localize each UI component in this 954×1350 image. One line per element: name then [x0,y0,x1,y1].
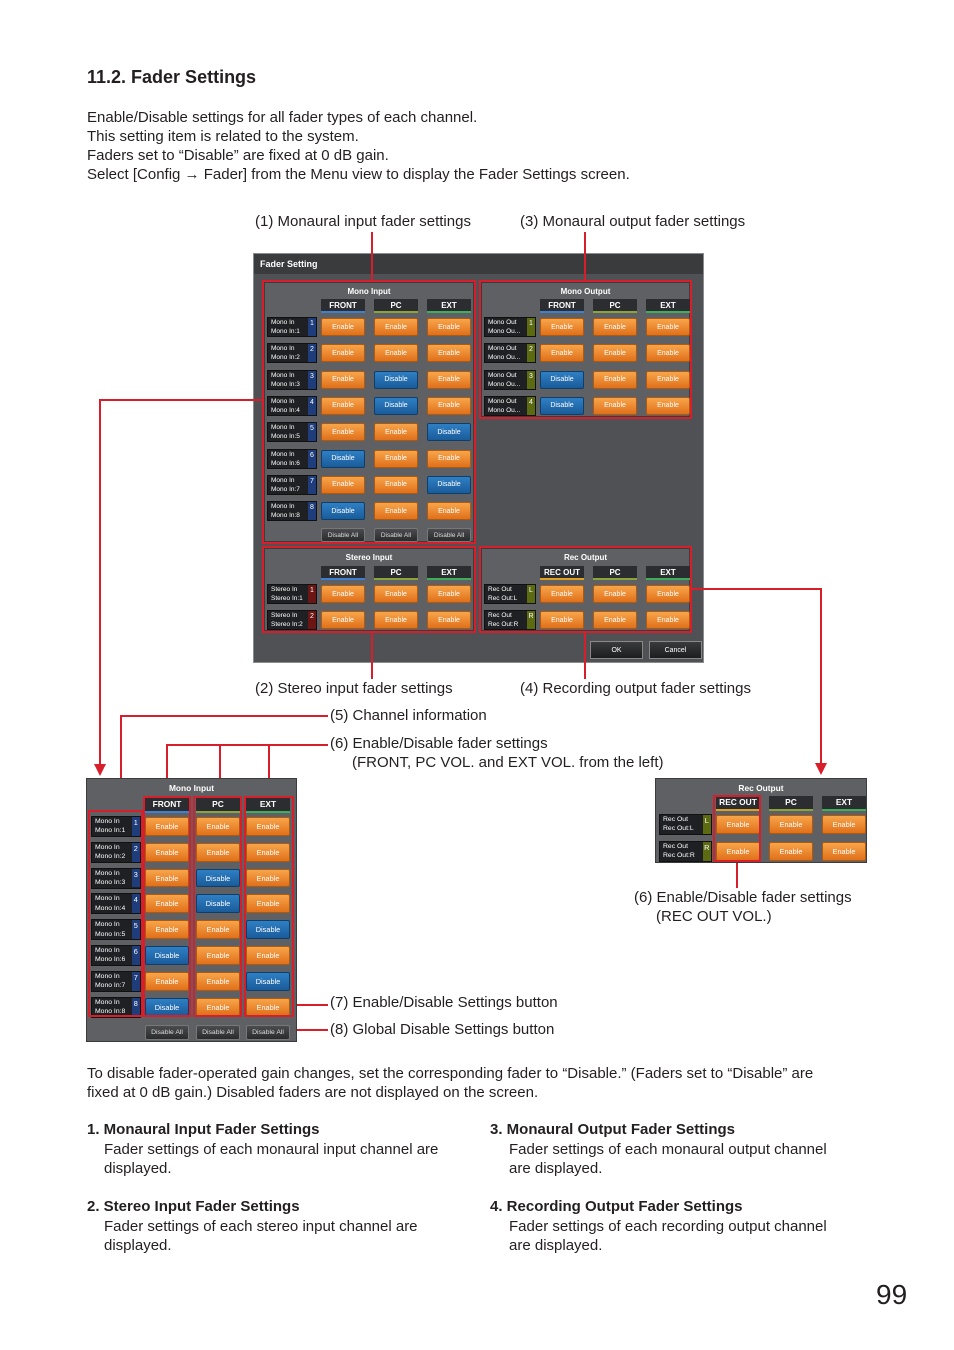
callout-6a: (6) Enable/Disable fader settings [330,735,548,752]
zoom-rec-output-header-rec-out: REC OUT [716,796,760,811]
stereo-input-section-ext-toggle-2[interactable]: Enable [427,611,471,629]
callout-5: (5) Channel information [330,707,487,724]
rec-output-section-title: Rec Output [563,553,608,562]
zoom-highlight-rec-out [713,795,761,862]
channel-name: Mono In [271,424,295,432]
channel-name: Stereo In [271,612,298,620]
mono-input-section-disable-all-front[interactable]: Disable All [321,528,365,542]
channel-sub: Mono In:4 [271,406,300,414]
channel-number: 4 [132,894,140,913]
stereo-input-section-front-toggle-1[interactable]: Enable [321,585,365,603]
channel-sub: Stereo In:2 [271,621,303,629]
channel-number: 2 [308,344,316,362]
mono-input-section [264,282,474,542]
channel-sub: Mono Ou... [488,328,521,335]
ok-button[interactable]: OK [590,641,643,659]
zoom-highlight-front [143,796,191,1017]
body-line-2: fixed at 0 dB gain.) Disabled faders are not displayed on the screen. [87,1084,539,1101]
callout-6b: (FRONT, PC VOL. and EXT VOL. from the left) [352,754,664,771]
mono-output-section-ext-toggle-4[interactable]: Enable [646,397,690,415]
zoom-mono-input-disable-all-pc[interactable]: Disable All [196,1025,240,1040]
list-4-line-1: Fader settings of each recording output channel [509,1218,827,1235]
zoom-rec-output-ext-toggle-1[interactable]: Enable [822,815,866,834]
mono-input-section-front-toggle-3[interactable]: Enable [321,371,365,389]
mono-input-section-ext-toggle-1[interactable]: Enable [427,318,471,336]
zoom-mono-input-ext-toggle-3[interactable]: Enable [246,869,290,888]
channel-sub: Rec Out:R [663,852,695,860]
channel-number: 1 [527,318,535,336]
channel-name: Mono In [95,921,120,929]
stereo-input-section-channel-2 [267,610,317,630]
page-number: 99 [876,1279,908,1310]
zoom-mono-input-ext-toggle-6[interactable]: Enable [246,946,290,965]
channel-sub: Mono In:7 [95,982,126,990]
zoom-mono-input-front-toggle-6[interactable]: Disable [145,946,189,965]
mono-input-section-channel-7 [267,475,317,495]
leader-zoom-mono-h [99,399,264,401]
zoom-mono-input-title: Mono Input [168,783,215,793]
rec-output-section-rec-out-toggle-1[interactable]: Enable [540,585,584,603]
channel-sub: Mono In:1 [271,328,300,335]
channel-sub: Mono Ou... [488,354,521,362]
leader-zoom-mono-v [99,399,101,765]
channel-name: Mono Out [488,371,517,379]
mono-input-section-disable-all-ext[interactable]: Disable All [427,528,471,542]
zoom-mono-input-header-pc: PC [196,798,240,813]
channel-name: Mono In [95,895,120,903]
channel-sub: Mono In:6 [271,459,300,467]
cancel-button[interactable]: Cancel [649,641,702,659]
list-3-line-1: Fader settings of each monaural output channel [509,1141,827,1158]
mono-input-section-pc-toggle-3[interactable]: Disable [374,371,418,389]
stereo-input-section-header-pc: PC [374,566,418,580]
rec-output-section-pc-toggle-2[interactable]: Enable [593,611,637,629]
zoom-mono-input-front-toggle-4[interactable]: Enable [145,894,189,913]
channel-number: 3 [527,371,535,389]
leader-zoom-rec-v [820,588,822,764]
mono-input-section-channel-6 [267,449,317,469]
list-3-line-2: are displayed. [509,1160,603,1177]
mono-output-section-front-toggle-3[interactable]: Disable [540,371,584,389]
mono-input-section-channel-3 [267,370,317,390]
mono-output-section-pc-toggle-2[interactable]: Enable [593,344,637,362]
channel-name: Rec Out [663,843,688,850]
mono-output-section-header-ext: EXT [646,299,690,313]
callout-1: (1) Monaural input fader settings [255,213,471,230]
rec-output-section-channel-2 [484,610,536,630]
channel-number: 3 [308,371,316,389]
channel-number: L [703,815,711,834]
leader-2 [371,631,373,679]
channel-name: Rec Out [663,816,688,823]
stereo-input-section-title: Stereo Input [345,553,393,562]
channel-name: Mono In [95,869,120,877]
mono-output-section-channel-1 [484,317,536,337]
mono-input-section-pc-toggle-1[interactable]: Enable [374,318,418,336]
channel-sub: Rec Out:R [488,621,519,629]
rec-output-section-channel-1 [484,584,536,604]
channel-name: Mono In [271,371,295,379]
channel-number: 2 [527,344,535,362]
body-line-1: To disable fader-operated gain changes, set the corresponding fader to “Disable.” (Faders set to “Disable” are [87,1065,814,1082]
mono-output-section-ext-toggle-3[interactable]: Enable [646,371,690,389]
channel-name: Mono In [271,503,295,511]
rec-output-section-pc-toggle-1[interactable]: Enable [593,585,637,603]
rec-output-section-header-rec-out: REC OUT [540,566,584,580]
channel-name: Mono In [95,998,120,1006]
zoom-mono-input-pc-toggle-4[interactable]: Disable [196,894,240,913]
channel-sub: Mono In:5 [95,930,126,938]
rec-output-section-header-ext: EXT [646,566,690,580]
channel-sub: Mono In:5 [271,433,300,441]
channel-name: Mono In [95,972,120,980]
zoom-mono-input-disable-all-ext[interactable]: Disable All [246,1025,290,1040]
channel-number: 8 [308,502,316,520]
zoom-mono-input-front-toggle-8[interactable]: Disable [145,998,189,1017]
mono-output-section-front-toggle-2[interactable]: Enable [540,344,584,362]
channel-number: 5 [308,423,316,441]
mono-input-section-header-front: FRONT [321,299,365,313]
zoom-rec-output-ext-toggle-2[interactable]: Enable [822,842,866,861]
channel-number: 1 [132,817,140,836]
zoom-mono-input-pc-toggle-8[interactable]: Enable [196,998,240,1017]
mono-input-section-pc-toggle-7[interactable]: Enable [374,476,418,494]
rec-output-section-ext-toggle-2[interactable]: Enable [646,611,690,629]
channel-number: 8 [132,998,140,1017]
mono-input-section-channel-8 [267,501,317,521]
mono-output-section-channel-2 [484,343,536,363]
mono-input-section-front-toggle-2[interactable]: Enable [321,344,365,362]
channel-name: Mono In [271,476,295,484]
channel-sub: Mono In:8 [95,1008,126,1016]
list-1-title: 1. Monaural Input Fader Settings [87,1121,320,1138]
channel-name: Mono In [271,345,295,353]
channel-sub: Mono In:8 [271,512,300,520]
mono-input-section-front-toggle-5[interactable]: Enable [321,423,365,441]
zoom-highlight-pc [193,796,242,1017]
mono-input-section-channel-1 [267,317,317,337]
channel-number: 7 [308,476,316,494]
list-1-line-1: Fader settings of each monaural input channel are [104,1141,439,1158]
section-heading: 11.2. Fader Settings [87,67,257,87]
channel-sub: Mono In:2 [95,853,126,861]
leader-3 [584,232,586,282]
mono-output-section-ext-toggle-1[interactable]: Enable [646,318,690,336]
zoom-mono-input-pc-toggle-3[interactable]: Disable [196,869,240,888]
callout-8: (8) Global Disable Settings button [330,1021,555,1038]
channel-name: Mono In [271,450,295,458]
callout-3: (3) Monaural output fader settings [520,213,746,230]
channel-number: 2 [132,843,140,862]
channel-name: Rec Out [488,612,512,620]
mono-input-section-ext-toggle-2[interactable]: Enable [427,344,471,362]
channel-name: Mono In [271,397,295,405]
channel-number: L [527,585,535,603]
zoom-mono-input-ext-toggle-2[interactable]: Enable [246,843,290,862]
rec-output-section-ext-toggle-1[interactable]: Enable [646,585,690,603]
mono-input-section-front-toggle-6[interactable]: Disable [321,450,365,468]
zoom-rec-output-rec-out-toggle-1[interactable]: Enable [716,815,760,834]
callout-6c: (6) Enable/Disable fader settings [634,889,852,906]
zoom-mono-input-front-toggle-1[interactable]: Enable [145,817,189,836]
zoom-highlight-ext [244,796,294,1017]
channel-name: Mono In [95,818,120,825]
intro-line-2: This setting item is related to the system. [87,128,359,145]
zoom-rec-output-rec-out-toggle-2[interactable]: Enable [716,842,760,861]
leader-zoom-rec-h [690,588,822,590]
leader-4 [584,631,586,679]
channel-name: Mono In [271,319,295,326]
channel-sub: Mono In:2 [271,354,300,362]
mono-input-section-pc-toggle-5[interactable]: Enable [374,423,418,441]
zoom-highlight-channels [88,810,143,1017]
mono-output-section-channel-3 [484,370,536,390]
channel-sub: Mono Ou... [488,380,521,388]
zoom-rec-output-title: Rec Output [738,783,784,793]
mono-output-section-pc-toggle-4[interactable]: Enable [593,397,637,415]
zoom-mono-input-front-toggle-5[interactable]: Enable [145,920,189,939]
leader-1 [371,232,373,282]
zoom-mono-input-front-toggle-7[interactable]: Enable [145,972,189,991]
mono-input-section-channel-5 [267,422,317,442]
channel-sub: Rec Out:L [663,825,694,833]
list-4-line-2: are displayed. [509,1237,603,1254]
mono-input-section-front-toggle-1[interactable]: Enable [321,318,365,336]
channel-number: 6 [308,450,316,468]
mono-input-section-header-ext: EXT [427,299,471,313]
mono-input-section-ext-toggle-7[interactable]: Disable [427,476,471,494]
mono-input-section-ext-toggle-4[interactable]: Enable [427,397,471,415]
channel-number: 3 [132,869,140,888]
list-2-title: 2. Stereo Input Fader Settings [87,1198,300,1215]
stereo-input-section [264,548,474,631]
channel-name: Mono Out [488,345,517,353]
zoom-mono-input-front-toggle-2[interactable]: Enable [145,843,189,862]
channel-sub: Rec Out:L [488,595,518,602]
zoom-mono-input-ext-toggle-5[interactable]: Disable [246,920,290,939]
zoom-mono-input-ext-toggle-8[interactable]: Enable [246,998,290,1017]
mono-input-section-channel-4 [267,396,317,416]
channel-number: 5 [132,920,140,939]
mono-input-section-pc-toggle-4[interactable]: Disable [374,397,418,415]
channel-name: Rec Out [488,586,512,593]
mono-input-section-pc-toggle-6[interactable]: Enable [374,450,418,468]
stereo-input-section-header-ext: EXT [427,566,471,580]
zoom-mono-input-pc-toggle-7[interactable]: Enable [196,972,240,991]
intro-line-4: Select [Config → Fader] from the Menu view to display the Fader Settings screen. [87,166,630,183]
mono-output-section-header-pc: PC [593,299,637,313]
stereo-input-section-header-front: FRONT [321,566,365,580]
channel-sub: Mono Ou... [488,406,521,414]
mono-output-section-pc-toggle-3[interactable]: Enable [593,371,637,389]
list-1-line-2: displayed. [104,1160,172,1177]
zoom-rec-output-channel-2 [659,841,712,862]
channel-sub: Mono In:4 [95,904,126,912]
channel-name: Mono In [95,843,120,851]
channel-sub: Mono In:1 [95,827,126,835]
leader-6-h [166,744,328,746]
zoom-mono-input-pc-toggle-6[interactable]: Enable [196,946,240,965]
mono-output-section-pc-toggle-1[interactable]: Enable [593,318,637,336]
mono-input-section-front-toggle-8[interactable]: Disable [321,502,365,520]
mono-input-section-ext-toggle-5[interactable]: Disable [427,423,471,441]
list-3-title: 3. Monaural Output Fader Settings [490,1121,736,1138]
zoom-mono-input-pc-toggle-2[interactable]: Enable [196,843,240,862]
channel-number: 4 [527,397,535,415]
zoom-mono-input-front-toggle-3[interactable]: Enable [145,869,189,888]
zoom-mono-input-pc-toggle-1[interactable]: Enable [196,817,240,836]
mono-output-section-title: Mono Output [560,287,611,296]
callout-6d: (REC OUT VOL.) [656,908,772,925]
arrow-zoom-rec [815,763,827,775]
channel-sub: Stereo In:1 [271,595,303,602]
stereo-input-section-channel-1 [267,584,317,604]
mono-input-section-pc-toggle-8[interactable]: Enable [374,502,418,520]
rec-output-section [481,548,690,631]
channel-number: 2 [308,611,316,629]
stereo-input-section-front-toggle-2[interactable]: Enable [321,611,365,629]
mono-input-section-ext-toggle-8[interactable]: Enable [427,502,471,520]
mono-input-section-ext-toggle-6[interactable]: Enable [427,450,471,468]
mono-output-section-front-toggle-1[interactable]: Enable [540,318,584,336]
zoom-rec-output-header-pc: PC [769,796,813,811]
callout-2: (2) Stereo input fader settings [255,680,453,697]
list-4-title: 4. Recording Output Fader Settings [490,1198,743,1215]
mono-input-section-front-toggle-4[interactable]: Enable [321,397,365,415]
mono-input-section-pc-toggle-2[interactable]: Enable [374,344,418,362]
leader-6-rec [736,860,738,888]
mono-input-section-disable-all-pc[interactable]: Disable All [374,528,418,542]
zoom-rec-output-channel-1 [659,814,712,835]
channel-number: 6 [132,946,140,965]
channel-number: 1 [308,318,316,336]
channel-name: Mono In [95,947,120,954]
zoom-mono-input-header-ext: EXT [246,798,290,813]
channel-sub: Mono In:6 [95,956,126,964]
zoom-mono-input-ext-toggle-4[interactable]: Enable [246,894,290,913]
channel-sub: Mono In:7 [271,485,300,493]
zoom-mono-input-header-front: FRONT [145,798,189,813]
zoom-rec-output-pc-toggle-1[interactable]: Enable [769,815,813,834]
arrow-zoom-mono [94,764,106,776]
intro-line-3: Faders set to “Disable” are fixed at 0 dB gain. [87,147,389,164]
callout-4: (4) Recording output fader settings [520,680,751,697]
leader-5-h [120,715,328,717]
channel-name: Mono Out [488,319,517,326]
mono-input-section-title: Mono Input [347,287,391,296]
rec-output-section-header-pc: PC [593,566,637,580]
channel-name: Stereo In [271,586,298,593]
list-2-line-1: Fader settings of each stereo input channel are [104,1218,418,1235]
zoom-mono-input-disable-all-front[interactable]: Disable All [145,1025,189,1040]
mono-output-section-channel-4 [484,396,536,416]
zoom-rec-output [655,778,867,863]
stereo-input-section-pc-toggle-2[interactable]: Enable [374,611,418,629]
channel-number: 4 [308,397,316,415]
zoom-rec-output-pc-toggle-2[interactable]: Enable [769,842,813,861]
channel-sub: Mono In:3 [95,879,126,887]
mono-output-section-front-toggle-4[interactable]: Disable [540,397,584,415]
zoom-mono-input-ext-toggle-7[interactable]: Disable [246,972,290,991]
channel-number: 7 [132,972,140,991]
channel-sub: Mono In:3 [271,380,300,388]
channel-name: Mono Out [488,397,517,405]
channel-number: 1 [308,585,316,603]
stereo-input-section-pc-toggle-1[interactable]: Enable [374,585,418,603]
mono-input-section-header-pc: PC [374,299,418,313]
mono-input-section-front-toggle-7[interactable]: Enable [321,476,365,494]
mono-output-section-ext-toggle-2[interactable]: Enable [646,344,690,362]
rec-output-section-rec-out-toggle-2[interactable]: Enable [540,611,584,629]
channel-number: R [527,611,535,629]
zoom-rec-output-header-ext: EXT [822,796,866,811]
mono-input-section-channel-2 [267,343,317,363]
zoom-mono-input-ext-toggle-1[interactable]: Enable [246,817,290,836]
mono-output-section [481,282,690,417]
list-2-line-2: displayed. [104,1237,172,1254]
mono-output-section-header-front: FRONT [540,299,584,313]
stereo-input-section-ext-toggle-1[interactable]: Enable [427,585,471,603]
mono-input-section-ext-toggle-3[interactable]: Enable [427,371,471,389]
channel-number: R [703,842,711,861]
intro-line-1: Enable/Disable settings for all fader types of each channel. [87,109,478,126]
callout-7: (7) Enable/Disable Settings button [330,994,558,1011]
window-title: Fader Setting [254,254,703,274]
zoom-mono-input-pc-toggle-5[interactable]: Enable [196,920,240,939]
